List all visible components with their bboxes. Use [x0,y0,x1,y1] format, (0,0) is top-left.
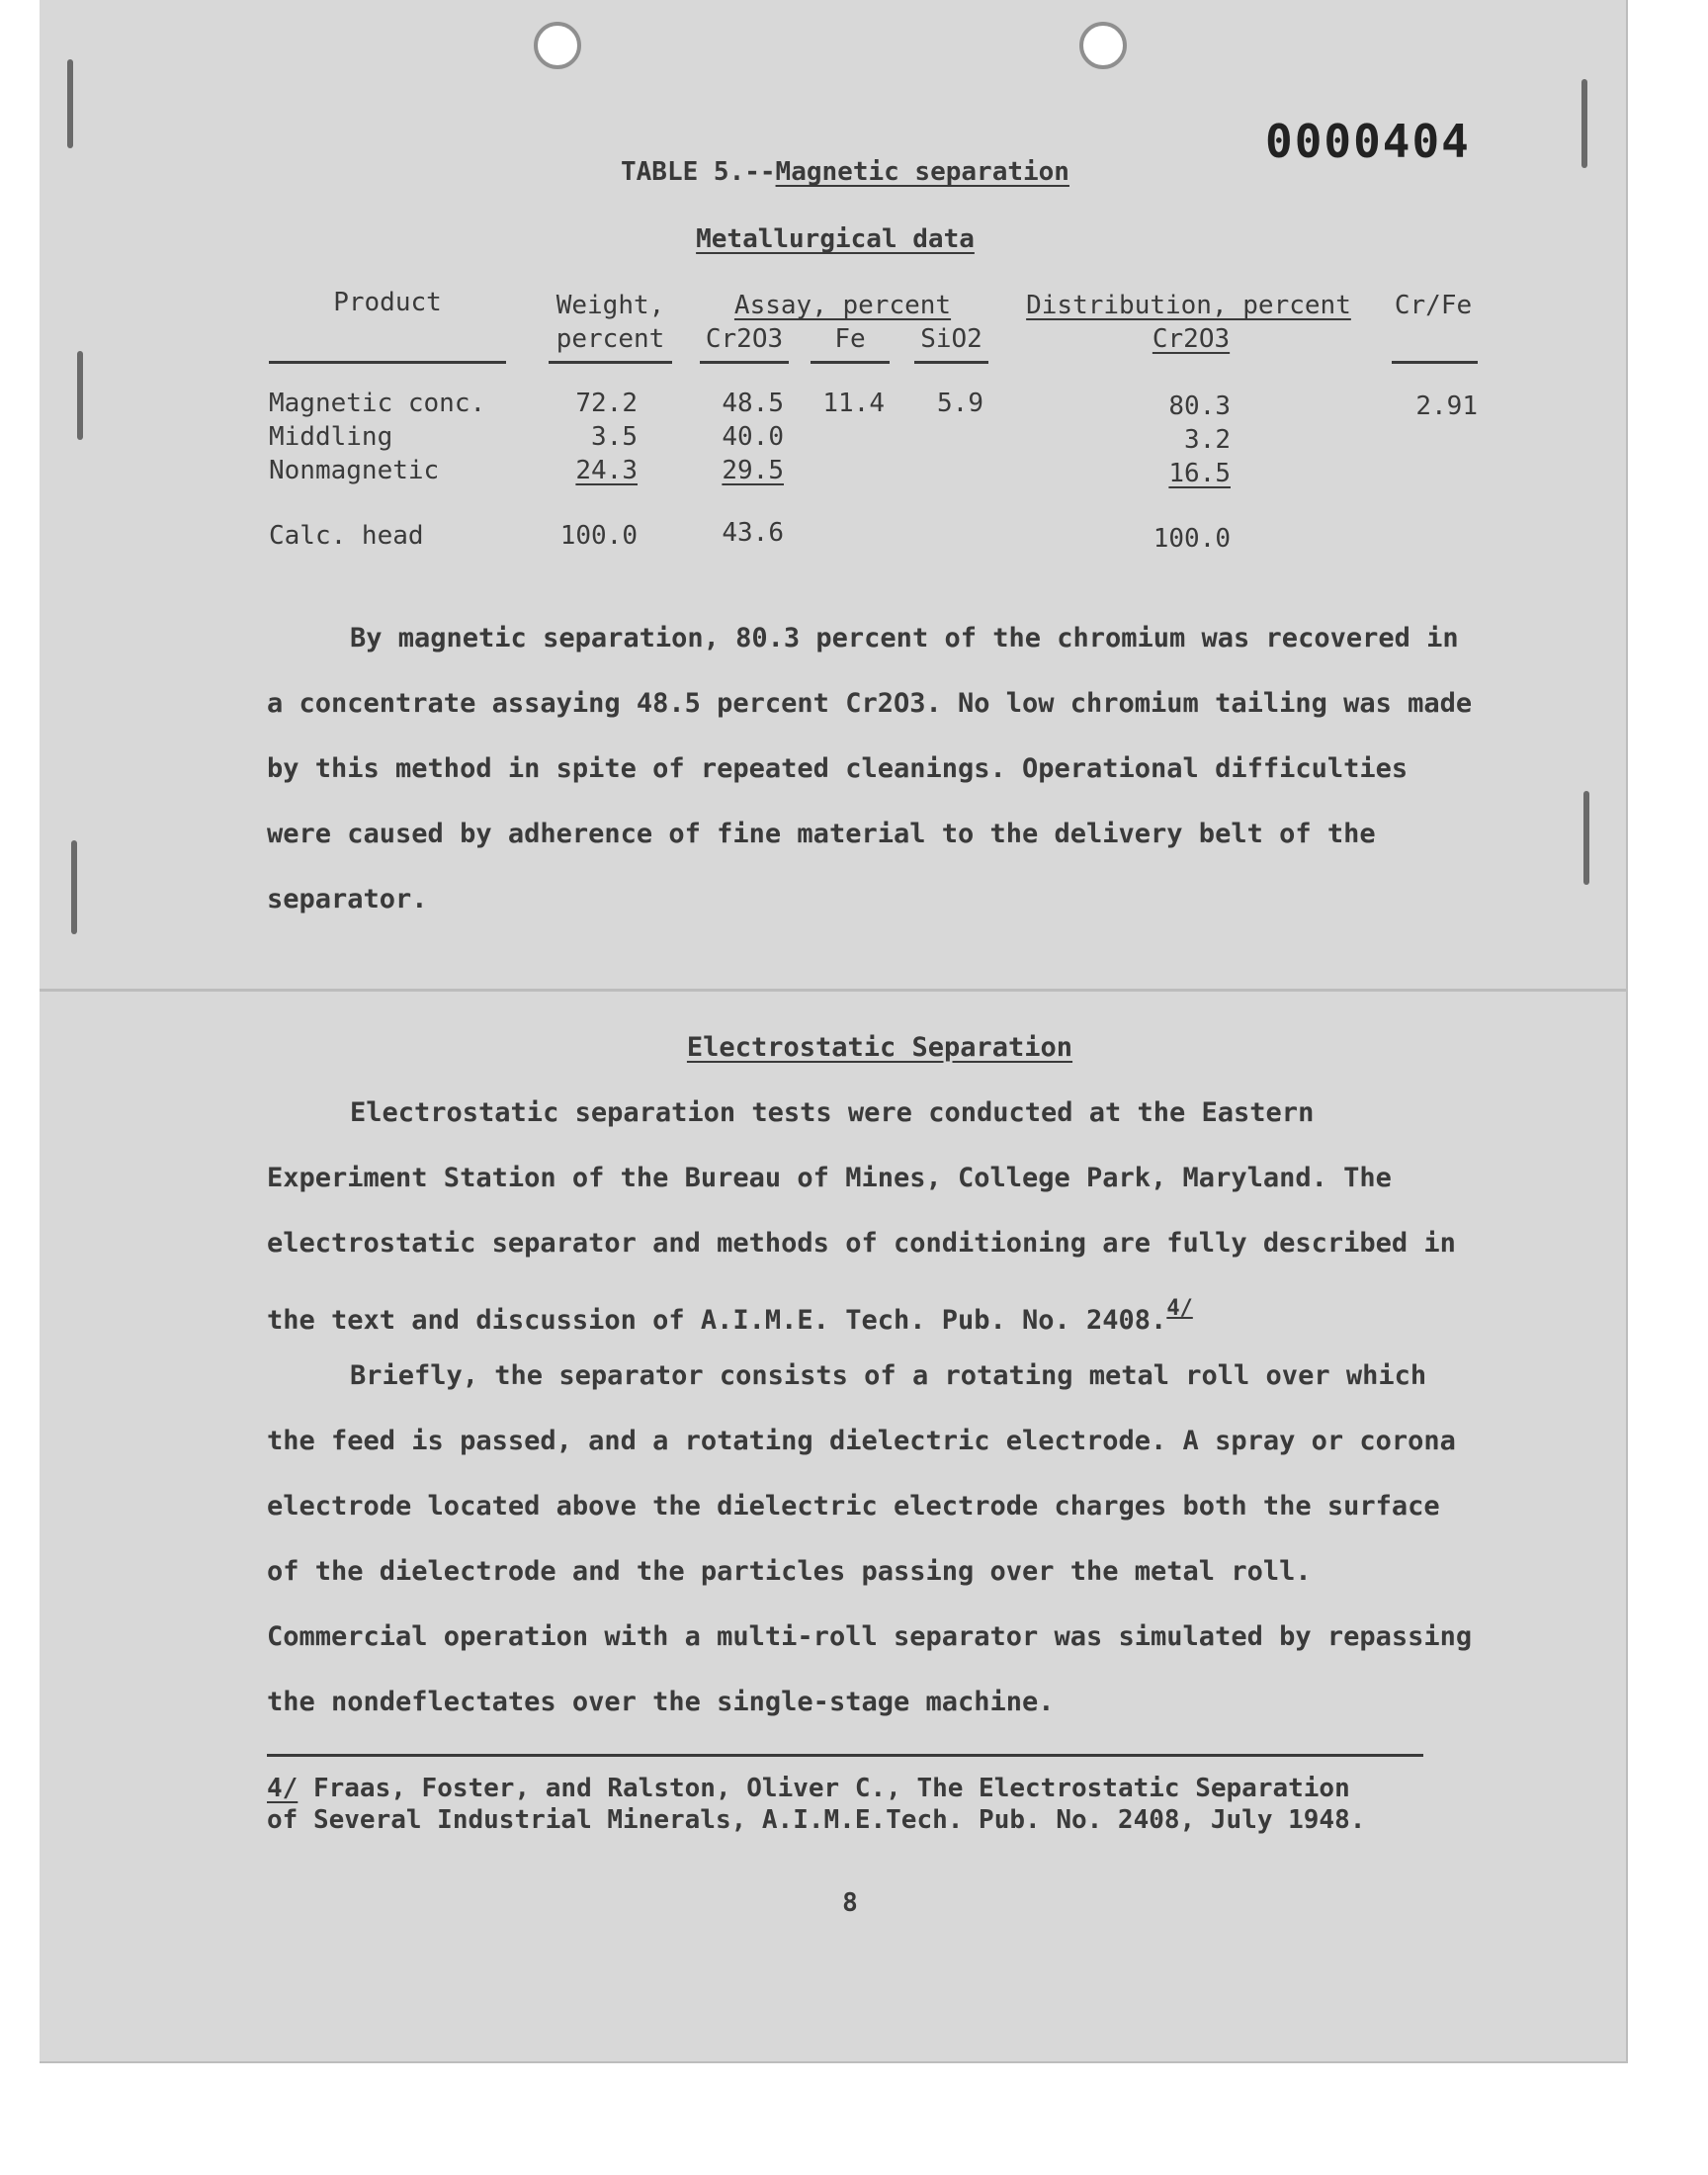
document-number: 0000404 [1265,115,1471,168]
header-distribution-group: Distribution, percent [1026,291,1351,320]
footnote-line-2: of Several Industrial Minerals, A.I.M.E.Tech. Pub. No. 2408, July 1948. [267,1805,1366,1835]
electrostatic-paragraph-1 [267,1081,1483,1353]
table-cell-product: Middling [269,422,393,452]
header-product: Product [333,288,442,317]
footnote-marker: 4/ [267,1774,299,1803]
staple-mark [67,59,73,148]
table-caption-prefix: TABLE 5.-- [621,157,776,187]
header-weight-line2: percent [555,324,665,354]
header-assay-cr2o3: Cr2O3 [705,324,784,354]
header-distribution-cr2o3: Cr2O3 [1152,324,1231,354]
page-fold-line [40,989,1626,992]
staple-mark [1581,79,1587,168]
table-cell-cr-fe: 2.91 [1415,392,1478,421]
header-rule [269,361,506,364]
staple-mark [71,840,77,934]
table-cell-weight: 72.2 [575,389,638,418]
section-heading: Electrostatic Separation [686,1032,1073,1063]
header-rule [700,361,789,364]
header-cr-fe: Cr/Fe [1394,291,1473,320]
electrostatic-paragraph-2-text: Briefly, the separator consists of a rotating metal roll over which the feed is passed, and a rotating dielectric electrode. A spray or corona electrode located above the dielectric electrode charges both the surface of the dielectrode and the particles passing over the metal roll. Commercial operation with a multi-roll separator was simulated by repassing the nondeflectates over the single-stage machine. [267,1360,1473,1717]
header-assay-group: Assay, percent [733,291,952,320]
header-rule [549,361,672,364]
footnote-reference: 4/ [1166,1296,1193,1321]
electrostatic-paragraph-1-text: Electrostatic separation tests were conducted at the Eastern Experiment Station of the Bureau of Mines, College Park, Maryland. The electrostatic separator and methods of conditioning are fully described in the text and discussion of A.I.M.E. Tech. Pub. No. 2408. [267,1097,1456,1336]
staple-mark [77,351,83,440]
punch-hole-left [534,22,581,69]
header-assay-fe: Fe [834,324,866,354]
punch-hole-right [1079,22,1127,69]
table-cell-fe: 11.4 [822,389,885,418]
table-cell-cr2o3: 48.5 [722,389,784,418]
header-rule [914,361,988,364]
table-cell-weight: 3.5 [591,422,638,452]
table-cell-cr2o3: 43.6 [722,518,784,548]
electrostatic-paragraph-2 [267,1344,1483,1735]
table-cell-distribution: 80.3 [1168,392,1231,421]
table-cell-cr2o3: 29.5 [722,456,784,485]
page-number: 8 [842,1888,858,1918]
table-cell-product: Magnetic conc. [269,389,486,418]
magnetic-paragraph [267,606,1483,932]
staple-mark [1583,791,1589,885]
table-cell-distribution: 100.0 [1153,524,1231,554]
header-assay-sio2: SiO2 [920,324,982,354]
table-caption [621,156,1069,188]
table-cell-weight: 24.3 [575,456,638,485]
table-cell-distribution: 3.2 [1184,425,1231,455]
footnote-rule [267,1754,1423,1757]
footnote-line-1 [267,1773,1350,1804]
table-cell-distribution: 16.5 [1168,459,1231,488]
table-cell-sio2: 5.9 [937,389,983,418]
header-weight-line1: Weight, [555,291,665,320]
table-cell-product: Nonmagnetic [269,456,440,485]
magnetic-paragraph-text: By magnetic separation, 80.3 percent of the chromium was recovered in a concentrate assaying 48.5 percent Cr2O3. No low chromium tailing was made by this method in spite of repeated cleanings. Operational difficulties were caused by adherence of fine material to the delivery belt of the separator. [267,623,1473,914]
table-caption-title: Magnetic separation [775,157,1069,187]
table-cell-weight: 100.0 [559,521,638,551]
table-cell-cr2o3: 40.0 [722,422,784,452]
table-subtitle: Metallurgical data [696,224,975,254]
header-rule [1392,361,1478,364]
table-cell-product: Calc. head [269,521,424,551]
footnote-text-1: Fraas, Foster, and Ralston, Oliver C., The Electrostatic Separation [298,1774,1350,1803]
header-rule [811,361,890,364]
